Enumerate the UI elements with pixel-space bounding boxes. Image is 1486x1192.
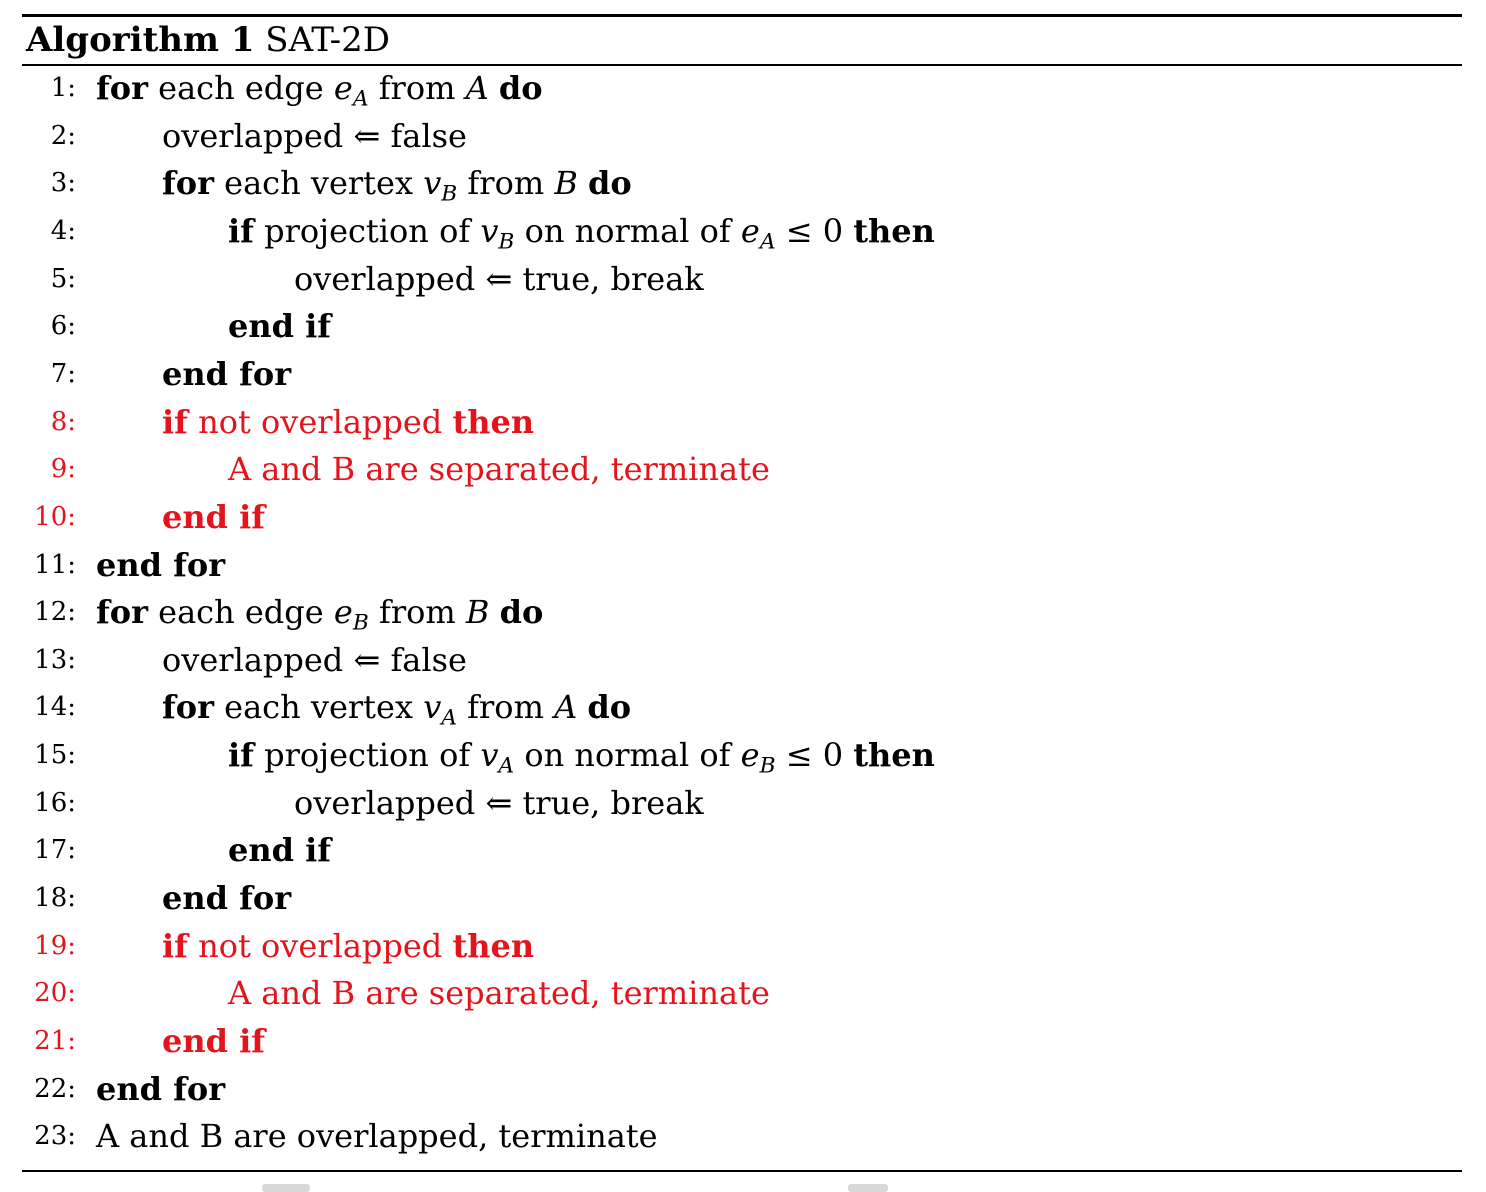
math-symbol: A xyxy=(465,69,489,107)
line-number: 22: xyxy=(34,1073,76,1104)
math-subscript: A xyxy=(498,753,515,779)
math-symbol: v xyxy=(480,211,499,250)
code-text: from xyxy=(368,593,466,632)
line-code xyxy=(162,495,265,539)
line-code xyxy=(228,733,935,777)
line-number: 21: xyxy=(34,1026,76,1056)
math-subscript: B xyxy=(352,610,369,636)
code-text: each edge xyxy=(147,593,334,632)
keyword: if xyxy=(228,736,254,775)
code-text: projection of xyxy=(253,736,481,775)
math-subscript: A xyxy=(441,705,457,731)
line-code xyxy=(294,781,704,825)
line-number: 8: xyxy=(50,406,76,437)
line-number: 1: xyxy=(50,73,76,103)
line-code xyxy=(228,971,770,1015)
keyword: do xyxy=(587,688,632,727)
caption-title: SAT-2D xyxy=(265,20,390,60)
keyword: end if xyxy=(228,831,332,870)
line-number: 6: xyxy=(50,311,76,342)
line-number: 7: xyxy=(50,358,76,389)
code-text: not overlapped xyxy=(187,926,453,965)
keyword: end for xyxy=(96,1069,226,1108)
code-text xyxy=(577,688,587,726)
keyword: end for xyxy=(162,879,292,918)
code-text: on normal of xyxy=(514,736,741,775)
keyword: for xyxy=(162,164,214,203)
code-text: overlapped ⇐ false xyxy=(162,640,467,679)
math-subscript: B xyxy=(759,753,776,779)
code-text xyxy=(489,593,499,631)
keyword: for xyxy=(96,69,148,107)
keyword: then xyxy=(853,736,935,775)
line-number: 11: xyxy=(34,549,76,580)
code-text: A and B are separated, terminate xyxy=(228,450,770,489)
keyword: then xyxy=(452,926,535,965)
line-number: 5: xyxy=(50,263,76,294)
math-symbol: A xyxy=(554,688,578,727)
keyword: do xyxy=(588,164,632,203)
line-number: 9: xyxy=(50,454,76,485)
line-code xyxy=(162,161,632,205)
keyword: end if xyxy=(162,497,266,536)
line-number: 2: xyxy=(50,120,76,151)
line-code xyxy=(96,66,543,110)
line-code xyxy=(162,1019,265,1063)
math-subscript: B xyxy=(441,181,458,207)
line-number: 10: xyxy=(34,501,76,532)
line-code xyxy=(162,924,534,968)
math-symbol: v xyxy=(480,736,499,775)
math-subscript: A xyxy=(352,86,369,112)
line-code xyxy=(162,400,534,444)
top-rule xyxy=(22,14,1462,17)
code-text: A and B are overlapped, terminate xyxy=(96,1117,658,1156)
line-number: 12: xyxy=(34,597,76,628)
line-number: 19: xyxy=(34,930,76,961)
line-number: 4: xyxy=(50,215,76,246)
math-symbol: v xyxy=(423,164,442,203)
line-number: 17: xyxy=(34,835,76,866)
algorithm-caption xyxy=(26,18,390,62)
math-symbol: e xyxy=(333,69,353,107)
page-fragment xyxy=(0,1180,1486,1192)
line-number: 13: xyxy=(34,644,76,675)
line-number: 20: xyxy=(34,978,76,1009)
math-symbol: e xyxy=(740,211,760,250)
code-text: not overlapped xyxy=(187,402,453,441)
keyword: for xyxy=(162,688,214,727)
line-code xyxy=(228,447,770,491)
code-text: overlapped ⇐ true, break xyxy=(294,259,704,298)
math-subscript: B xyxy=(498,229,515,255)
math-symbol: B xyxy=(465,593,490,632)
keyword: end for xyxy=(162,354,292,393)
code-text: from xyxy=(457,164,555,203)
keyword: if xyxy=(228,211,254,250)
math-symbol: v xyxy=(423,688,442,727)
code-text: projection of xyxy=(253,211,481,250)
line-number: 18: xyxy=(34,883,76,914)
keyword: end for xyxy=(96,545,226,584)
keyword: do xyxy=(498,69,543,107)
math-subscript: A xyxy=(759,229,776,255)
line-code xyxy=(96,543,225,587)
line-number: 15: xyxy=(34,740,76,771)
code-text: from xyxy=(456,688,555,727)
code-text: ≤ 0 xyxy=(775,211,854,250)
line-number: 16: xyxy=(34,787,76,818)
math-symbol: B xyxy=(554,164,578,203)
keyword: end if xyxy=(228,307,332,346)
line-number: 14: xyxy=(34,692,76,723)
keyword: end if xyxy=(162,1022,266,1060)
algorithm-box xyxy=(22,0,1462,1192)
line-code xyxy=(162,352,291,396)
keyword: then xyxy=(853,211,935,250)
code-text: each edge xyxy=(147,69,334,107)
line-number: 23: xyxy=(34,1121,76,1152)
line-code xyxy=(228,209,935,253)
code-text: each vertex xyxy=(213,688,424,727)
keyword: then xyxy=(452,402,535,441)
code-text: ≤ 0 xyxy=(775,736,854,775)
math-symbol: e xyxy=(740,736,760,775)
code-text: from xyxy=(368,69,466,107)
line-number: 3: xyxy=(50,168,76,199)
code-text: on normal of xyxy=(514,211,741,250)
code-text xyxy=(489,69,499,107)
line-code xyxy=(162,638,467,682)
line-code xyxy=(294,257,704,301)
line-code xyxy=(228,828,331,872)
keyword: for xyxy=(96,593,148,632)
line-code xyxy=(228,304,331,348)
line-code xyxy=(162,685,631,729)
code-text: overlapped ⇐ true, break xyxy=(294,783,704,822)
line-code xyxy=(96,1114,658,1158)
code-text: each vertex xyxy=(213,164,424,203)
math-symbol: e xyxy=(333,593,353,632)
keyword: do xyxy=(499,593,544,632)
code-text xyxy=(578,164,588,202)
keyword: if xyxy=(162,402,188,441)
code-text: overlapped ⇐ false xyxy=(162,116,467,155)
line-code xyxy=(96,1067,225,1111)
line-code xyxy=(162,876,291,920)
bottom-rule xyxy=(22,1170,1462,1172)
code-text: A and B are separated, terminate xyxy=(228,974,770,1013)
line-code xyxy=(96,590,543,634)
keyword: if xyxy=(162,926,188,965)
caption-label: Algorithm 1 xyxy=(26,20,255,60)
line-code xyxy=(162,114,467,158)
